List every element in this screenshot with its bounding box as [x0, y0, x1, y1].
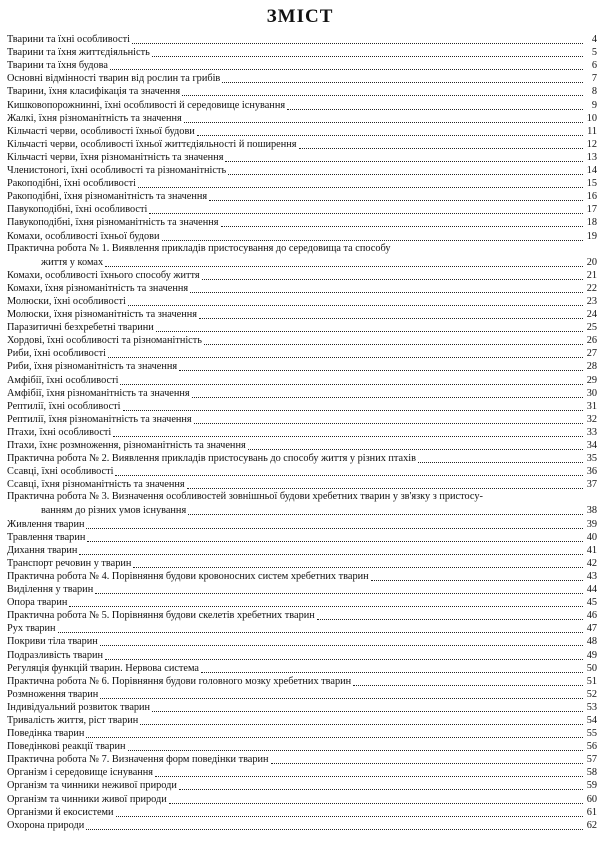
toc-entry[interactable] [7, 583, 597, 596]
toc-entry[interactable] [7, 373, 597, 386]
toc-page-number: 41 [586, 544, 597, 556]
dot-leader [299, 148, 584, 149]
toc-entry-title: Молюски, їхня різноманітність та значення [7, 309, 197, 321]
toc-entry[interactable] [7, 308, 597, 321]
toc-entry-title: Організм і середовище існування [7, 767, 154, 779]
toc-entry[interactable] [7, 662, 597, 675]
dot-leader [179, 789, 583, 790]
toc-entry-title: Рух тварин [7, 623, 56, 635]
dot-leader [187, 488, 583, 489]
dot-leader [248, 449, 583, 450]
dot-leader [156, 331, 583, 332]
toc-entry[interactable] [7, 766, 597, 779]
dot-leader [128, 305, 583, 306]
toc-page-number: 6 [591, 60, 597, 72]
toc-entry-title: Живлення тварин [7, 518, 85, 530]
toc-page-number: 30 [586, 387, 597, 399]
dot-leader [140, 724, 583, 725]
toc-entry-title: Рептилії, їхні особливості [7, 400, 121, 412]
toc-page-number: 37 [586, 479, 597, 491]
toc-entry-title: Членистоногі, їхні особливості та різноманітність [7, 165, 227, 177]
dot-leader [418, 462, 583, 463]
toc-entry-title: Тварини та їхня життєдіяльність [7, 47, 150, 59]
toc-page-number: 20 [586, 256, 597, 268]
toc-entry-title: Розмноження тварин [7, 688, 99, 700]
toc-entry-title: Кільчасті черви, їхня різноманітність та значення [7, 151, 224, 163]
toc-page-number: 58 [586, 767, 597, 779]
toc-entry-title: Птахи, їхні особливості [7, 426, 112, 438]
dot-leader [69, 606, 583, 607]
toc-entry[interactable] [7, 609, 597, 622]
toc-entry[interactable] [7, 439, 597, 452]
dot-leader [190, 292, 583, 293]
toc-page-number: 50 [586, 662, 597, 674]
toc-page-number: 39 [586, 518, 597, 530]
dot-leader [86, 528, 583, 529]
toc-entry-title: Ссавці, їхні особливості [7, 466, 114, 478]
toc-entry-title: Травлення тварин [7, 531, 86, 543]
toc-entry-title: Тварини та їхні особливості [7, 34, 130, 46]
toc-entry[interactable] [7, 269, 597, 282]
dot-leader [116, 816, 583, 817]
toc-entry-title: Поведінкові реакції тварин [7, 741, 126, 753]
toc-page-number: 33 [586, 426, 597, 438]
toc-page-number: 12 [586, 138, 597, 150]
toc-page-number: 40 [586, 531, 597, 543]
toc-page-number: 38 [586, 505, 597, 517]
toc-entry-title: Павукоподібні, їхня різноманітність та значення [7, 217, 219, 229]
dot-leader [271, 763, 583, 764]
toc-page-number: 24 [586, 309, 597, 321]
toc-entry[interactable] [7, 216, 597, 229]
toc-entry-title: Кільчасті черви, особливості їхньої життєдіяльності й поширення [7, 138, 297, 150]
toc-entry-title: Регуляція функцій тварин. Нервова система [7, 662, 199, 674]
toc-entry-title: Організми й екосистеми [7, 806, 114, 818]
toc-entry-title: Практична робота № 2. Виявлення прикладів пристосувань до способу життя у різних птахів [7, 453, 416, 465]
toc-entry-title: Поведінка тварин [7, 728, 85, 740]
toc-entry[interactable] [7, 701, 597, 714]
toc-page-number: 48 [586, 636, 597, 648]
toc-entry-title: Риби, їхня різноманітність та значення [7, 361, 178, 373]
toc-page-number: 46 [586, 610, 597, 622]
toc-entry[interactable] [7, 400, 597, 413]
toc-page-number: 8 [591, 86, 597, 98]
toc-entry-title: Жалкі, їхня різноманітність та значення [7, 112, 182, 124]
toc-page-number: 56 [586, 741, 597, 753]
toc-entry[interactable] [7, 413, 597, 426]
dot-leader [184, 122, 583, 123]
toc-page-number: 28 [586, 361, 597, 373]
dot-leader [100, 698, 583, 699]
dot-leader [115, 475, 583, 476]
toc-page-number: 4 [591, 34, 597, 46]
dot-leader [58, 632, 583, 633]
toc-entry[interactable] [7, 125, 597, 138]
toc-entry[interactable] [7, 295, 597, 308]
toc-entry[interactable] [7, 596, 597, 609]
toc-page-number: 29 [586, 374, 597, 386]
toc-entry[interactable] [7, 635, 597, 648]
toc-page-number: 9 [591, 99, 597, 111]
dot-leader [105, 659, 583, 660]
toc-entry[interactable] [7, 387, 597, 400]
toc-entry[interactable] [7, 33, 597, 46]
dot-leader [133, 567, 583, 568]
dot-leader [105, 266, 583, 267]
toc-page-number: 45 [586, 597, 597, 609]
dot-leader [95, 593, 583, 594]
dot-leader [149, 213, 583, 214]
dot-leader [287, 109, 583, 110]
dot-leader [120, 384, 583, 385]
toc-entry[interactable] [7, 347, 597, 360]
toc-entry[interactable] [7, 714, 597, 727]
dot-leader [110, 69, 583, 70]
toc-entry-title: Тривалість життя, ріст тварин [7, 714, 139, 726]
dot-leader [123, 410, 583, 411]
dot-leader [192, 397, 583, 398]
toc-page-number: 51 [586, 675, 597, 687]
dot-leader [138, 187, 583, 188]
dot-leader [225, 161, 583, 162]
toc-entry[interactable] [7, 819, 597, 832]
dot-leader [201, 672, 583, 673]
toc-entry[interactable] [7, 779, 597, 792]
toc-page-number: 60 [586, 793, 597, 805]
toc-entry[interactable] [7, 675, 597, 688]
toc-entry[interactable] [7, 544, 597, 557]
toc-entry[interactable] [7, 452, 597, 465]
toc-page-number: 27 [586, 348, 597, 360]
dot-leader [79, 554, 583, 555]
toc-entry[interactable] [7, 792, 597, 805]
dot-leader [113, 436, 583, 437]
dot-leader [188, 514, 583, 515]
toc-entry[interactable] [7, 465, 597, 478]
toc-entry[interactable] [7, 648, 597, 661]
toc-entry[interactable] [7, 151, 597, 164]
toc-page-number: 34 [586, 440, 597, 451]
toc-entry-title: Дихання тварин [7, 544, 78, 556]
toc-page-number: 14 [586, 165, 597, 177]
toc-page-number: 5 [591, 47, 597, 59]
dot-leader [199, 318, 583, 319]
dot-leader [221, 226, 584, 227]
toc-page-number: 26 [586, 335, 597, 347]
toc-entry-title: Молюски, їхні особливості [7, 295, 126, 307]
toc-page-number: 7 [591, 73, 597, 85]
toc-page-number: 59 [586, 780, 597, 792]
toc-entry-title: Птахи, їхнє розмноження, різноманітність та значення [7, 440, 246, 451]
toc-entry[interactable] [7, 46, 597, 59]
toc-page-number: 31 [586, 400, 597, 412]
toc-entry-title: Практична робота № 1. Виявлення прикладів пристосування до середовища та способу [7, 242, 391, 254]
dot-leader [108, 357, 583, 358]
toc-entry[interactable] [7, 622, 597, 635]
dot-leader [169, 803, 583, 804]
toc-entry-title: Індивідуальний розвиток тварин [7, 701, 151, 713]
dot-leader [152, 56, 583, 57]
toc-entry-title: Охорона природи [7, 819, 85, 831]
toc-entry-title: Практична робота № 6. Порівняння будови головного мозку хребетних тварин [7, 675, 352, 687]
toc-entry-title: Транспорт речовин у тварин [7, 557, 132, 569]
dot-leader [179, 370, 583, 371]
toc-page-number: 15 [586, 178, 597, 190]
toc-entry[interactable] [7, 517, 597, 530]
dot-leader [132, 43, 583, 44]
toc-page-number: 57 [586, 754, 597, 766]
toc-page-number: 61 [586, 806, 597, 818]
toc-entry[interactable] [7, 112, 597, 125]
toc-page-number: 36 [586, 466, 597, 478]
toc-entry[interactable] [7, 190, 597, 203]
toc-entry-title: Практична робота № 7. Визначення форм поведінки тварин [7, 754, 269, 766]
toc-page-number: 35 [586, 453, 597, 465]
toc-entry[interactable] [7, 203, 597, 216]
toc-page-number: 42 [586, 557, 597, 569]
toc-entry-title: Покриви тіла тварин [7, 636, 98, 648]
toc-page-number: 19 [586, 230, 597, 242]
toc-entry[interactable] [7, 806, 597, 819]
toc-entry-title: Комахи, їхня різноманітність та значення [7, 282, 189, 294]
toc-entry-title: Ракоподібні, їхня різноманітність та значення [7, 191, 208, 203]
toc-page-number: 53 [586, 701, 597, 713]
dot-leader [128, 750, 583, 751]
toc-entry-title: Рептилії, їхня різноманітність та значення [7, 413, 192, 425]
toc-page-number: 52 [586, 688, 597, 700]
toc-entry-title: Тварини та їхня будова [7, 60, 108, 72]
dot-leader [222, 82, 583, 83]
toc-entry-title: Амфібії, їхні особливості [7, 374, 119, 386]
dot-leader [182, 95, 583, 96]
toc-entry-title: Кільчасті черви, особливості їхньої будови [7, 125, 195, 137]
dot-leader [152, 711, 583, 712]
page-title: ЗМІСТ [266, 6, 334, 27]
toc-page-number: 49 [586, 649, 597, 661]
dot-leader [100, 645, 583, 646]
toc-page-number: 16 [586, 191, 597, 203]
toc-entry[interactable] [7, 282, 597, 295]
toc-entry[interactable] [7, 753, 597, 766]
toc-page-number: 11 [587, 125, 597, 137]
toc-page-number: 17 [586, 204, 597, 216]
toc-page-number: 44 [586, 584, 597, 596]
dot-leader [202, 279, 583, 280]
toc-entry[interactable] [7, 491, 597, 517]
dot-leader [162, 240, 584, 241]
dot-leader [204, 344, 583, 345]
toc-page-number: 13 [586, 151, 597, 163]
toc-entry[interactable] [7, 72, 597, 85]
toc-entry[interactable] [7, 59, 597, 72]
toc-entry-title: Основні відмінності тварин від рослин та грибів [7, 73, 221, 85]
toc-entry[interactable] [7, 243, 597, 269]
toc-entry[interactable] [7, 334, 597, 347]
dot-leader [155, 776, 583, 777]
toc-entry[interactable] [7, 321, 597, 334]
toc-entry[interactable] [7, 177, 597, 190]
toc-entry[interactable] [7, 570, 597, 583]
toc-entry-title: Подразливість тварин [7, 649, 103, 661]
toc-page-number: 18 [586, 217, 597, 229]
toc-entry-title: Практична робота № 3. Визначення особливостей зовнішньої будови хребетних тварин у зв'язку з пристосу- [7, 491, 483, 503]
toc-entry-title: Ракоподібні, їхні особливості [7, 178, 136, 190]
toc-page-number: 47 [586, 623, 597, 635]
toc-entry[interactable] [7, 164, 597, 177]
toc-entry-title: Тварини, їхня класифікація та значення [7, 86, 181, 98]
toc-entry-title: Організм та чинники живої природи [7, 793, 167, 805]
toc-entry[interactable] [7, 478, 597, 491]
toc-entry-title: Організм та чинники неживої природи [7, 780, 177, 792]
toc-entry[interactable] [7, 229, 597, 242]
toc-page-number: 23 [586, 295, 597, 307]
dot-leader [194, 423, 583, 424]
dot-leader [197, 135, 583, 136]
toc-entry-title: Хордові, їхні особливості та різноманітність [7, 335, 202, 347]
dot-leader [86, 829, 583, 830]
dot-leader [371, 580, 583, 581]
toc-page-number: 10 [586, 112, 597, 124]
dot-leader [353, 685, 583, 686]
toc-page-number: 62 [586, 819, 597, 831]
toc-entry-title: Паразитичні безхребетні тварини [7, 322, 154, 334]
toc-entry[interactable] [7, 138, 597, 151]
toc-entry[interactable] [7, 98, 597, 111]
toc-page-number: 21 [586, 269, 597, 281]
toc-entry-title: Кишковопорожнинні, їхні особливості й середовище існування [7, 99, 286, 111]
toc-entry-title: Павукоподібні, їхні особливості [7, 204, 148, 216]
toc-entry-title: Ссавці, їхня різноманітність та значення [7, 479, 185, 491]
toc-entry-title-continued: ванням до різних умов існування [41, 505, 187, 517]
toc-page-number: 32 [586, 413, 597, 425]
toc-entry[interactable] [7, 85, 597, 98]
toc-page-number: 22 [586, 282, 597, 294]
toc-entry-title: Комахи, особливості їхньої будови [7, 230, 160, 242]
toc-entry-title: Практична робота № 4. Порівняння будови кровоносних систем хребетних тварин [7, 570, 369, 582]
toc-entry[interactable] [7, 740, 597, 753]
toc-page-number: 54 [586, 714, 597, 726]
dot-leader [209, 200, 583, 201]
toc-entry[interactable] [7, 360, 597, 373]
toc-entry-title: Комахи, особливості їхнього способу життя [7, 269, 200, 281]
toc-entry-title: Виділення у тварин [7, 584, 94, 596]
toc-entry-title-continued: життя у комах [41, 256, 104, 268]
toc-entry[interactable] [7, 426, 597, 439]
toc-entry-title: Практична робота № 5. Порівняння будови скелетів хребетних тварин [7, 610, 315, 622]
table-of-contents [7, 33, 597, 832]
toc-entry[interactable] [7, 557, 597, 570]
toc-page-number: 55 [586, 728, 597, 740]
toc-page-number: 43 [586, 570, 597, 582]
toc-page-number: 25 [586, 322, 597, 334]
dot-leader [228, 174, 583, 175]
toc-entry[interactable] [7, 727, 597, 740]
toc-entry[interactable] [7, 531, 597, 544]
dot-leader [86, 737, 583, 738]
dot-leader [87, 541, 583, 542]
dot-leader [317, 619, 583, 620]
toc-entry-title: Опора тварин [7, 597, 68, 609]
toc-entry[interactable] [7, 688, 597, 701]
toc-entry-title: Амфібії, їхня різноманітність та значення [7, 387, 190, 399]
toc-entry-title: Риби, їхні особливості [7, 348, 106, 360]
